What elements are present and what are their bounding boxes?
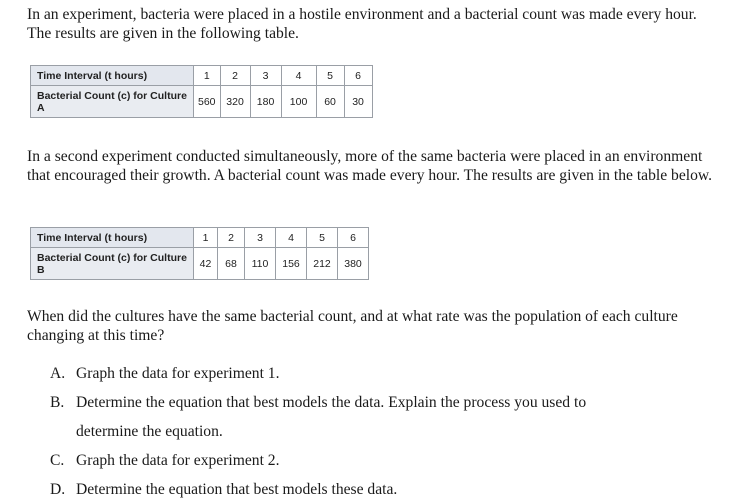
table-cell: 320 [220,86,250,118]
table-row [31,66,373,86]
table-cell: 1 [194,228,218,248]
table-cell: 6 [344,66,372,86]
item-letter: A. [50,365,66,382]
table-row [31,86,373,118]
table-cell: 3 [250,66,281,86]
item-letter: C. [50,452,65,469]
culture-a-table [30,65,373,118]
table-cell: 1 [194,66,221,86]
table-cell: 180 [250,86,281,118]
table-cell: 380 [338,248,369,280]
list-item [50,394,586,412]
table-cell: 68 [218,248,245,280]
question-paragraph: When did the cultures have the same bacterial count, and at what rate was the population of each culture changing at this time? [27,308,678,344]
table-cell: 60 [316,86,344,118]
list-item [50,452,280,470]
item-text: Graph the data for experiment 1. [76,365,280,382]
bacterial-count-header: Bacterial Count (c) for Culture B [31,248,194,280]
item-text: Determine the equation that best models the data. Explain the process you used to [76,394,587,411]
table-cell: 4 [281,66,316,86]
table-cell: 2 [218,228,245,248]
table-cell: 156 [276,248,307,280]
time-interval-header: Time Interval (t hours) [31,228,194,248]
list-item [50,365,280,383]
table-cell: 6 [338,228,369,248]
bacterial-count-header: Bacterial Count (c) for Culture A [31,86,194,118]
intro-paragraph-2: In a second experiment conducted simultaneously, more of the same bacteria were placed in an environment that encouraged their growth. A bacterial count was made every hour. The results are given in the table below. [27,148,713,184]
table-cell: 5 [316,66,344,86]
item-continuation: determine the equation. [76,423,223,440]
table-cell: 5 [307,228,338,248]
table-cell: 4 [276,228,307,248]
culture-b-table [30,227,369,280]
list-item [50,481,397,499]
item-letter: D. [50,481,66,498]
item-text: Determine the equation that best models these data. [76,481,398,498]
table-row [31,248,369,280]
table-cell: 30 [344,86,372,118]
table-cell: 2 [220,66,250,86]
table-cell: 3 [245,228,276,248]
table-cell: 42 [194,248,218,280]
time-interval-header: Time Interval (t hours) [31,66,194,86]
table-cell: 100 [281,86,316,118]
item-letter: B. [50,394,65,411]
table-row [31,228,369,248]
table-cell: 560 [194,86,221,118]
table-cell: 110 [245,248,276,280]
intro-paragraph-1: In an experiment, bacteria were placed in a hostile environment and a bacterial count was made every hour. The results are given in the following table. [27,6,697,42]
item-text: Graph the data for experiment 2. [76,452,280,469]
table-cell: 212 [307,248,338,280]
